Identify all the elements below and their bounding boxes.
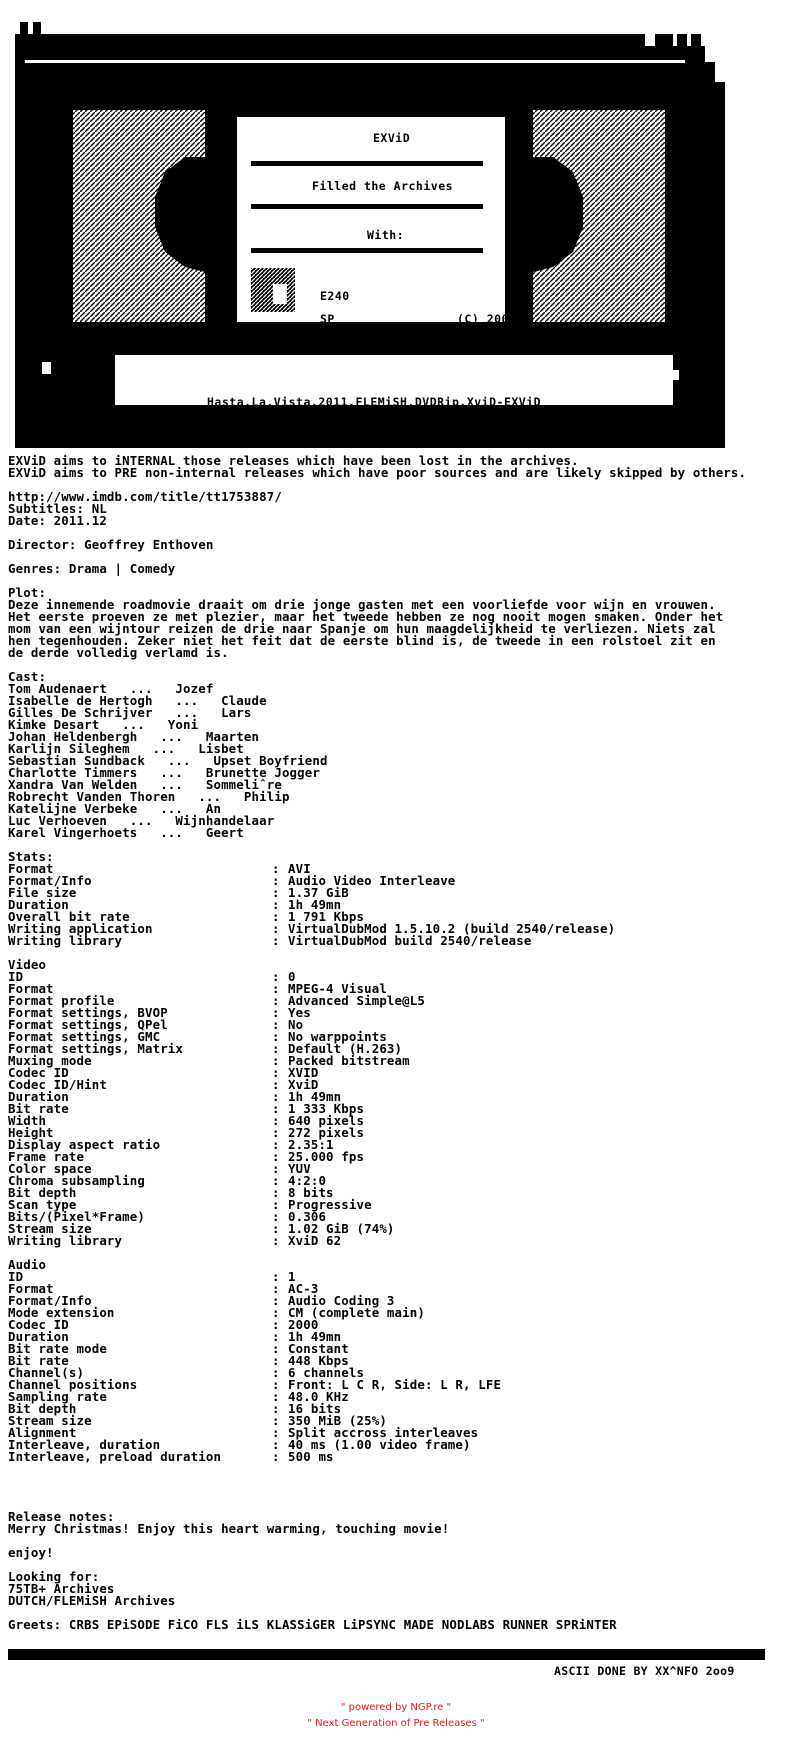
video-row-key: Bit depth xyxy=(8,1185,77,1200)
colon-separator: : xyxy=(272,1317,280,1332)
video-row-value: Progressive xyxy=(288,1197,372,1212)
genres-line: Genres: Drama | Comedy xyxy=(8,561,176,576)
colon-separator: : xyxy=(272,1101,280,1116)
cast-line: Xandra Van Welden ... Sommeliˆre xyxy=(8,777,282,792)
cast-line: Luc Verhoeven ... Wijnhandelaar xyxy=(8,813,275,828)
colon-separator: : xyxy=(272,1161,280,1176)
colon-separator: : xyxy=(272,981,280,996)
cast-line: Isabelle de Hertogh ... Claude xyxy=(8,693,267,708)
audio-row xyxy=(8,1403,788,1415)
audio-row-key: Duration xyxy=(8,1329,69,1344)
audio-row-key: ID xyxy=(8,1269,24,1284)
colon-separator: : xyxy=(272,1377,280,1392)
audio-row-value: 40 ms (1.00 video frame) xyxy=(288,1437,471,1452)
release-notes-line-1: Merry Christmas! Enjoy this heart warming, touching movie! xyxy=(8,1521,450,1536)
audio-row-key: Bit rate mode xyxy=(8,1341,107,1356)
video-row-value: No warppoints xyxy=(288,1029,387,1044)
looking-line-2: DUTCH/FLEMiSH Archives xyxy=(8,1593,176,1608)
stats-row-key: Duration xyxy=(8,897,69,912)
video-row xyxy=(8,1139,788,1151)
footer-powered-by[interactable]: " powered by NGP.re " xyxy=(340,1702,452,1713)
video-row-key: Stream size xyxy=(8,1221,92,1236)
video-row-key: Format settings, BVOP xyxy=(8,1005,168,1020)
colon-separator: : xyxy=(272,933,280,948)
audio-row-key: Mode extension xyxy=(8,1305,115,1320)
plot-line: de derde volledig verlamd is. xyxy=(8,645,229,660)
label-line-2: With: xyxy=(367,228,405,242)
audio-row xyxy=(8,1331,788,1343)
audio-row-value: 350 MiB (25%) xyxy=(288,1413,387,1428)
video-row xyxy=(8,1079,788,1091)
looking-heading: Looking for: xyxy=(8,1569,100,1584)
bottom-divider-bar xyxy=(8,1649,765,1660)
video-row-key: Format profile xyxy=(8,993,115,1008)
colon-separator: : xyxy=(272,1077,280,1092)
cast-line: Sebastian Sundback ... Upset Boyfriend xyxy=(8,753,328,768)
stats-row-key: Writing application xyxy=(8,921,153,936)
label-line-1: Filled the Archives xyxy=(312,179,454,193)
colon-separator: : xyxy=(272,1137,280,1152)
video-row xyxy=(8,971,788,983)
plot-line: mom van een wijntour reizen de drie naar Spanje om hun maagdelijkheid te verliezen. Niets zal xyxy=(8,621,716,636)
video-row-key: Format xyxy=(8,981,54,996)
video-row-value: 25.000 fps xyxy=(288,1149,365,1164)
video-row-value: 1.02 GiB (74%) xyxy=(288,1221,395,1236)
audio-row xyxy=(8,1271,788,1283)
colon-separator: : xyxy=(272,1017,280,1032)
colon-separator: : xyxy=(272,1269,280,1284)
video-row-value: No xyxy=(288,1017,304,1032)
audio-row-value: 1h 49mn xyxy=(288,1329,342,1344)
colon-separator: : xyxy=(272,861,280,876)
stats-row-key: Overall bit rate xyxy=(8,909,130,924)
video-row-value: 1 333 Kbps xyxy=(288,1101,365,1116)
video-row-value: YUV xyxy=(288,1161,311,1176)
plot-line: Deze innemende roadmovie draait om drie jonge gasten met een voorliefde voor wijn en vrouwen. xyxy=(8,597,716,612)
footer-tagline: " Next Generation of Pre Releases " xyxy=(307,1718,485,1729)
audio-heading: Audio xyxy=(8,1257,47,1272)
audio-row-key: Interleave, preload duration xyxy=(8,1449,222,1464)
stats-row-key: Writing library xyxy=(8,933,123,948)
cast-line: Katelijne Verbeke ... An xyxy=(8,801,222,816)
video-row xyxy=(8,1091,788,1103)
colon-separator: : xyxy=(272,1209,280,1224)
audio-row-key: Stream size xyxy=(8,1413,92,1428)
release-notes-line-2: enjoy! xyxy=(8,1545,54,1560)
stats-row xyxy=(8,875,788,887)
audio-row-key: Sampling rate xyxy=(8,1389,107,1404)
cast-heading: Cast: xyxy=(8,669,47,684)
audio-row xyxy=(8,1391,788,1403)
colon-separator: : xyxy=(272,1113,280,1128)
video-row xyxy=(8,1175,788,1187)
stats-row-key: Format xyxy=(8,861,54,876)
date-line: Date: 2011.12 xyxy=(8,513,107,528)
video-row-value: 0 xyxy=(288,969,296,984)
video-row xyxy=(8,1103,788,1115)
video-row-value: XviD xyxy=(288,1077,319,1092)
stats-heading: Stats: xyxy=(8,849,54,864)
video-row-value: MPEG-4 Visual xyxy=(288,981,387,996)
colon-separator: : xyxy=(272,1041,280,1056)
stats-row-value: AVI xyxy=(288,861,311,876)
audio-row-value: Front: L C R, Side: L R, LFE xyxy=(288,1377,502,1392)
stats-table xyxy=(8,863,788,947)
vhs-cassette-art xyxy=(15,22,772,448)
greets-line: Greets: CRBS EPiSODE FiCO FLS iLS KLASSiGER LiPSYNC MADE NODLABS RUNNER SPRiNTER xyxy=(8,1617,617,1632)
video-row-key: Display aspect ratio xyxy=(8,1137,161,1152)
cast-line: Tom Audenaert ... Jozef xyxy=(8,681,214,696)
video-heading: Video xyxy=(8,957,47,972)
stats-row-value: VirtualDubMod 1.5.10.2 (build 2540/release) xyxy=(288,921,616,936)
video-row-value: 2.35:1 xyxy=(288,1137,334,1152)
colon-separator: : xyxy=(272,885,280,900)
colon-separator: : xyxy=(272,1221,280,1236)
imdb-link[interactable]: http://www.imdb.com/title/tt1753887/ xyxy=(8,489,282,504)
colon-separator: : xyxy=(272,1149,280,1164)
audio-row-value: Split accross interleaves xyxy=(288,1425,479,1440)
colon-separator: : xyxy=(272,1089,280,1104)
audio-row-value: AC-3 xyxy=(288,1281,319,1296)
audio-row xyxy=(8,1343,788,1355)
cast-line: Karlijn Sileghem ... Lisbet xyxy=(8,741,244,756)
stats-row-value: VirtualDubMod build 2540/release xyxy=(288,933,532,948)
plot-heading: Plot: xyxy=(8,585,47,600)
stats-row-value: 1.37 GiB xyxy=(288,885,349,900)
audio-row-key: Bit depth xyxy=(8,1401,77,1416)
intro-line-1: EXViD aims to iNTERNAL those releases which have been lost in the archives. xyxy=(8,453,579,468)
stats-row-key: File size xyxy=(8,885,77,900)
video-row-value: Packed bitstream xyxy=(288,1053,410,1068)
colon-separator: : xyxy=(272,993,280,1008)
video-row xyxy=(8,1187,788,1199)
colon-separator: : xyxy=(272,1365,280,1380)
cast-line: Charlotte Timmers ... Brunette Jogger xyxy=(8,765,321,780)
label-code: E240 xyxy=(320,289,350,303)
video-row-key: Bit rate xyxy=(8,1101,69,1116)
colon-separator: : xyxy=(272,1389,280,1404)
release-notes-heading: Release notes: xyxy=(8,1509,115,1524)
video-row xyxy=(8,1235,788,1247)
audio-row-value: 500 ms xyxy=(288,1449,334,1464)
colon-separator: : xyxy=(272,921,280,936)
colon-separator: : xyxy=(272,969,280,984)
audio-row-value: 16 bits xyxy=(288,1401,342,1416)
video-row-key: Color space xyxy=(8,1161,92,1176)
cast-line: Kimke Desart ... Yoni xyxy=(8,717,199,732)
audio-row-value: 48.0 KHz xyxy=(288,1389,349,1404)
stats-row xyxy=(8,887,788,899)
label-speed: SP xyxy=(320,312,335,326)
video-row-key: Muxing mode xyxy=(8,1053,92,1068)
colon-separator: : xyxy=(272,1293,280,1308)
audio-row-key: Alignment xyxy=(8,1425,77,1440)
audio-row-key: Channel(s) xyxy=(8,1365,85,1380)
stats-row-value: 1 791 Kbps xyxy=(288,909,365,924)
colon-separator: : xyxy=(272,873,280,888)
audio-row xyxy=(8,1355,788,1367)
audio-row xyxy=(8,1307,788,1319)
audio-row-key: Bit rate xyxy=(8,1353,69,1368)
video-row-value: 640 pixels xyxy=(288,1113,365,1128)
stats-row-value: 1h 49mn xyxy=(288,897,342,912)
audio-row-key: Format/Info xyxy=(8,1293,92,1308)
video-row-key: Format settings, QPel xyxy=(8,1017,168,1032)
plot-line: Het eerste proeven ze met plezier, maar het tweede hebben ze nog nooit mogen smaken. Onder het xyxy=(8,609,724,624)
video-row xyxy=(8,1151,788,1163)
colon-separator: : xyxy=(272,1125,280,1140)
colon-separator: : xyxy=(272,1329,280,1344)
audio-row-value: 2000 xyxy=(288,1317,319,1332)
colon-separator: : xyxy=(272,1053,280,1068)
stats-row-key: Format/Info xyxy=(8,873,92,888)
cast-line: Johan Heldenbergh ... Maarten xyxy=(8,729,260,744)
video-row-value: 4:2:0 xyxy=(288,1173,327,1188)
audio-table xyxy=(8,1271,788,1463)
subtitles-line: Subtitles: NL xyxy=(8,501,107,516)
nfo-text xyxy=(8,455,788,1631)
colon-separator: : xyxy=(272,1437,280,1452)
colon-separator: : xyxy=(272,1029,280,1044)
video-row-key: Codec ID xyxy=(8,1065,69,1080)
video-row xyxy=(8,1115,788,1127)
audio-row-value: 448 Kbps xyxy=(288,1353,349,1368)
video-row-value: 272 pixels xyxy=(288,1125,365,1140)
video-row-value: Default (H.263) xyxy=(288,1041,403,1056)
release-name: Hasta.La.Vista.2011.FLEMiSH.DVDRip.XviD-EXViD xyxy=(207,395,542,409)
colon-separator: : xyxy=(272,1401,280,1416)
audio-row-value: 1 xyxy=(288,1269,296,1284)
label-copyright: (C) 2009 xyxy=(457,312,517,326)
plot-text xyxy=(8,599,788,659)
audio-row-value: Constant xyxy=(288,1341,349,1356)
video-table xyxy=(8,971,788,1247)
ascii-credit: ASCII DONE BY XX^NFO 2oo9 xyxy=(554,1664,735,1678)
audio-row-key: Codec ID xyxy=(8,1317,69,1332)
video-row-key: Bits/(Pixel*Frame) xyxy=(8,1209,145,1224)
stats-row-value: Audio Video Interleave xyxy=(288,873,456,888)
video-row-key: Frame rate xyxy=(8,1149,85,1164)
audio-row xyxy=(8,1283,788,1295)
colon-separator: : xyxy=(272,1185,280,1200)
audio-row xyxy=(8,1379,788,1391)
audio-row-key: Channel positions xyxy=(8,1377,138,1392)
cast-line: Gilles De Schrijver ... Lars xyxy=(8,705,252,720)
colon-separator: : xyxy=(272,1341,280,1356)
video-row-value: Advanced Simple@L5 xyxy=(288,993,425,1008)
video-row xyxy=(8,1211,788,1223)
looking-line-1: 75TB+ Archives xyxy=(8,1581,115,1596)
label-title: EXViD xyxy=(373,131,411,145)
colon-separator: : xyxy=(272,1281,280,1296)
colon-separator: : xyxy=(272,1449,280,1464)
colon-separator: : xyxy=(272,897,280,912)
colon-separator: : xyxy=(272,1173,280,1188)
video-row-value: 0.306 xyxy=(288,1209,327,1224)
colon-separator: : xyxy=(272,1005,280,1020)
audio-row-value: 6 channels xyxy=(288,1365,365,1380)
audio-row-key: Format xyxy=(8,1281,54,1296)
video-row xyxy=(8,1223,788,1235)
audio-row xyxy=(8,1319,788,1331)
cast-line: Robrecht Vanden Thoren ... Philip xyxy=(8,789,290,804)
video-row xyxy=(8,1067,788,1079)
video-row-key: Scan type xyxy=(8,1197,77,1212)
video-row-value: XVID xyxy=(288,1065,319,1080)
cast-list xyxy=(8,683,788,839)
colon-separator: : xyxy=(272,1233,280,1248)
audio-row-value: CM (complete main) xyxy=(288,1305,425,1320)
colon-separator: : xyxy=(272,1425,280,1440)
director-line: Director: Geoffrey Enthoven xyxy=(8,537,214,552)
audio-row-value: Audio Coding 3 xyxy=(288,1293,395,1308)
video-row-key: ID xyxy=(8,969,24,984)
colon-separator: : xyxy=(272,909,280,924)
video-row-key: Writing library xyxy=(8,1233,123,1248)
video-row-key: Duration xyxy=(8,1089,69,1104)
audio-row-key: Interleave, duration xyxy=(8,1437,161,1452)
colon-separator: : xyxy=(272,1305,280,1320)
colon-separator: : xyxy=(272,1197,280,1212)
colon-separator: : xyxy=(272,1353,280,1368)
video-row-key: Width xyxy=(8,1113,47,1128)
stats-row xyxy=(8,935,788,947)
video-row-value: XviD 62 xyxy=(288,1233,342,1248)
intro-line-2: EXViD aims to PRE non-internal releases which have poor sources and are likely skipped by others. xyxy=(8,465,747,480)
colon-separator: : xyxy=(272,1065,280,1080)
audio-row xyxy=(8,1451,788,1463)
cast-line: Karel Vingerhoets ... Geert xyxy=(8,825,244,840)
video-row-value: 1h 49mn xyxy=(288,1089,342,1104)
colon-separator: : xyxy=(272,1413,280,1428)
video-row xyxy=(8,1055,788,1067)
video-row-key: Height xyxy=(8,1125,54,1140)
video-row-key: Format settings, Matrix xyxy=(8,1041,184,1056)
video-row-value: 8 bits xyxy=(288,1185,334,1200)
video-row-value: Yes xyxy=(288,1005,311,1020)
video-row-key: Chroma subsampling xyxy=(8,1173,145,1188)
plot-line: hen tegenhouden. Zeker niet het feit dat de eerste blind is, de tweede in een rolstoel zit en xyxy=(8,633,716,648)
video-row-key: Codec ID/Hint xyxy=(8,1077,107,1092)
video-row-key: Format settings, GMC xyxy=(8,1029,161,1044)
